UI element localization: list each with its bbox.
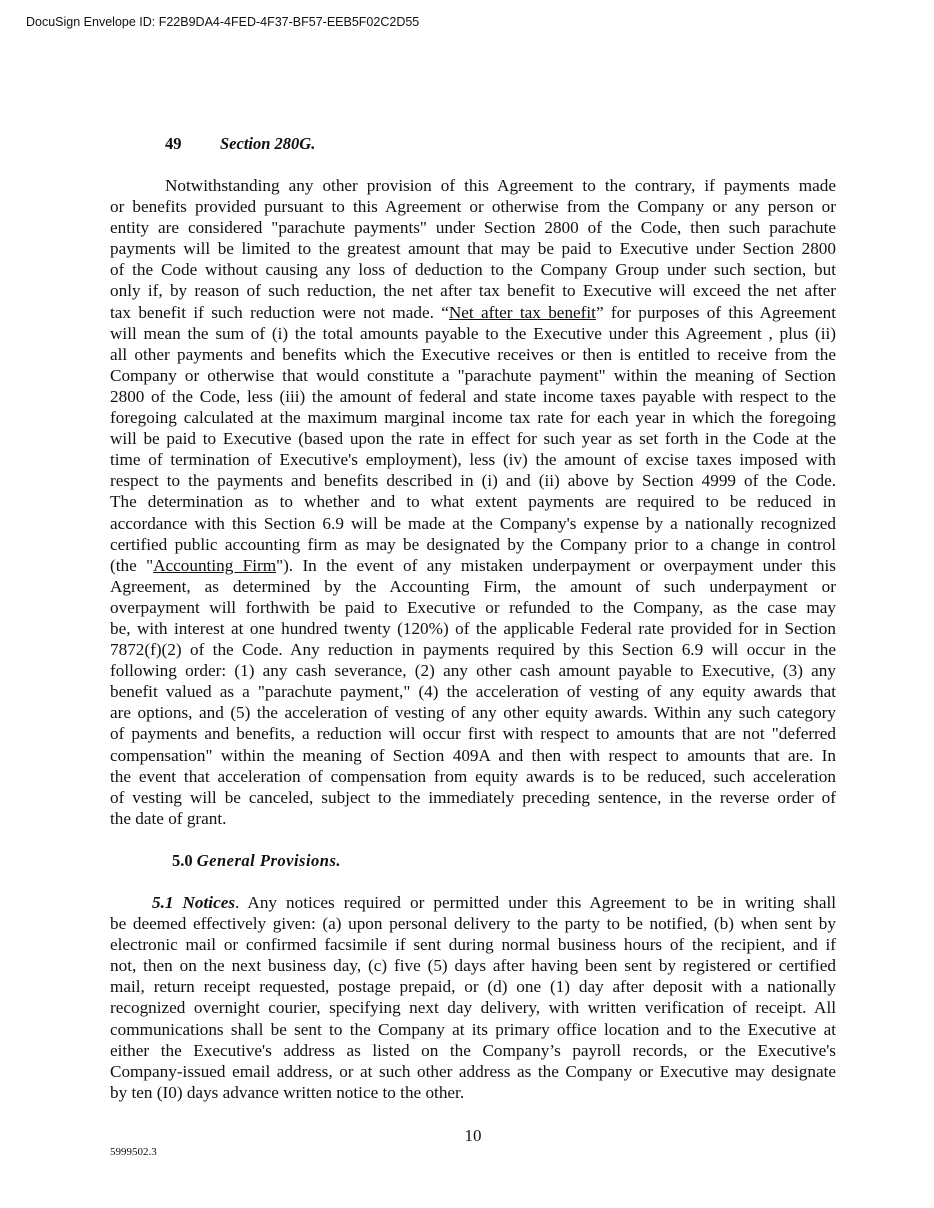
text-line: electronic mail or confirmed facsimile if sent during normal business hours of the recipient, and if xyxy=(110,935,836,955)
text-line: certified public accounting firm as may be designated by the Company prior to a change in control xyxy=(110,534,836,554)
text-line: mail, return receipt requested, postage prepaid, or (d) one (1) day after deposit with a nationally xyxy=(110,977,836,997)
text-line: not, then on the next business day, (c) five (5) days after having been sent by registered or certified xyxy=(110,956,836,976)
text-line: The determination as to whether and to what extent payments are required to be reduced in xyxy=(110,492,836,512)
text-line: only if, by reason of such reduction, the net after tax benefit to Executive will exceed the net after xyxy=(110,281,836,301)
text-line: of vesting will be canceled, subject to the immediately preceding sentence, in the reverse order of xyxy=(110,787,836,807)
text-line: time of termination of Executive's employment), less (iv) the amount of excise taxes imposed with xyxy=(110,450,836,470)
section-4-9-heading xyxy=(165,134,315,154)
text-line: communications shall be sent to the Company at its primary office location and to the Executive at xyxy=(110,1019,836,1039)
text-line: Notwithstanding any other provision of this Agreement to the contrary, if payments made xyxy=(165,176,836,195)
text-line: recognized overnight courier, specifying next day delivery, with written verification of receipt. All xyxy=(110,998,836,1018)
defined-term: Accounting Firm xyxy=(153,555,277,575)
text-line: tax benefit if such reduction were not made. “Net after tax benefit” for purposes of this Agreement xyxy=(110,302,836,322)
text-line: be, with interest at one hundred twenty (120%) of the applicable Federal rate provided for in Section xyxy=(110,618,836,638)
text-line: respect to the payments and benefits described in (i) and (ii) above by Section 4999 of the Code. xyxy=(110,471,836,491)
docusign-envelope-id: DocuSign Envelope ID: F22B9DA4-4FED-4F37-BF57-EEB5F02C2D55 xyxy=(26,15,420,29)
text-line: 5.1 Notices. Any notices required or permitted under this Agreement to be in writing shall xyxy=(152,893,836,912)
text-line: entity are considered "parachute payments" under Section 2800 of the Code, then such parachute xyxy=(110,218,836,238)
document-number: 5999502.3 xyxy=(110,1146,157,1158)
section-280g-paragraph xyxy=(110,175,836,829)
section-number: 49 xyxy=(165,134,182,153)
text-line: following order: (1) any cash severance, (2) any other cash amount payable to Executive, (3) any xyxy=(110,661,836,681)
text-line: compensation" within the meaning of Section 409A and then with respect to amounts that are. In xyxy=(110,745,836,765)
page-number: 10 xyxy=(464,1126,482,1145)
text-line: accordance with this Section 6.9 will be made at the Company's expense by a nationally recognized xyxy=(110,513,836,533)
text-line: the event that acceleration of compensation from equity awards is to be reduced, such acceleration xyxy=(110,766,836,786)
text-line: payments will be limited to the greatest amount that may be paid to Executive under Section 2800 xyxy=(110,239,836,259)
text-line: 7872(f)(2) of the Code. Any reduction in payments required by this Section 6.9 will occur in the xyxy=(110,640,836,660)
text-line: Company-issued email address, or at such other address as the Company or Executive may designate xyxy=(110,1061,836,1081)
text-line: be deemed effectively given: (a) upon personal delivery to the party to be notified, (b) when sent by xyxy=(110,914,836,934)
text-line: either the Executive's address as listed on the Company’s payroll records, or the Executive's xyxy=(110,1040,836,1060)
text-line: foregoing calculated at the maximum marginal income tax rate for each year in which the foregoing xyxy=(110,408,836,428)
text-line: (the "Accounting Firm"). In the event of any mistaken underpayment or overpayment under this xyxy=(110,555,836,575)
section-title: Section 280G. xyxy=(220,134,316,153)
text-line: or benefits provided pursuant to this Agreement or otherwise from the Company or any person or xyxy=(110,197,836,217)
text-line: Agreement, as determined by the Accounting Firm, the amount of such underpayment or xyxy=(110,576,836,596)
text-line: will mean the sum of (i) the total amounts payable to the Executive under this Agreement , plus (ii) xyxy=(110,323,836,343)
text-line: are options, and (5) the acceleration of vesting of any other equity awards. Within any such category xyxy=(110,703,836,723)
section-title: General Provisions. xyxy=(196,851,342,870)
notices-paragraph xyxy=(110,892,836,1103)
text-line: all other payments and benefits which the Executive receives or then is entitled to receive from the xyxy=(110,344,836,364)
text-line: overpayment will forthwith be paid to Executive or refunded to the Company, as the case may xyxy=(110,597,836,617)
text-line: of the Code without causing any loss of deduction to the Company Group under such section, but xyxy=(110,260,836,280)
text-line: 2800 of the Code, less (iii) the amount of federal and state income taxes payable with respect to the xyxy=(110,386,836,406)
text-line: Company or otherwise that would constitute a "parachute payment" within the meaning of Section xyxy=(110,365,836,385)
text-line: of payments and benefits, a reduction will occur first with respect to amounts that are not "deferred xyxy=(110,724,836,744)
text-line: by ten (I0) days advance written notice to the other. xyxy=(110,1082,465,1102)
notices-label: 5.1 Notices xyxy=(152,893,236,912)
text-line: benefit valued as a "parachute payment," (4) the acceleration of vesting of any equity awards that xyxy=(110,682,836,702)
text-line: will be paid to Executive (based upon the rate in effect for such year as set forth in the Code at the xyxy=(110,429,836,449)
text-line: the date of grant. xyxy=(110,808,227,828)
section-5-0-heading xyxy=(172,851,341,871)
defined-term: Net after tax benefit xyxy=(448,302,596,322)
section-number: 5.0 xyxy=(172,851,193,870)
